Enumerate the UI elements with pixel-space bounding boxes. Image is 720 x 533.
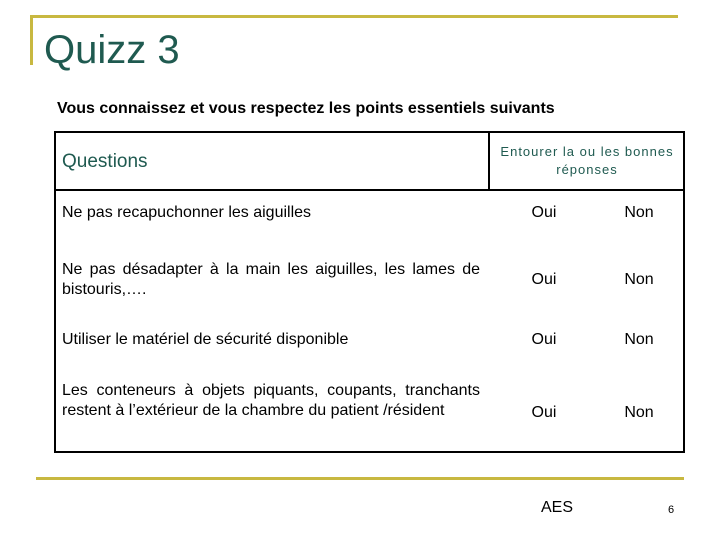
- table-header-row: [56, 133, 683, 191]
- question-text: Utiliser le matériel de sécurité disponible: [62, 331, 349, 348]
- slide-title: Quizz 3: [44, 28, 180, 72]
- answer-non[interactable]: Non: [624, 204, 654, 221]
- page-number: 6: [668, 504, 675, 516]
- answer-oui[interactable]: Oui: [531, 404, 557, 421]
- answer-oui[interactable]: Oui: [531, 204, 557, 221]
- answer-non[interactable]: Non: [624, 271, 654, 288]
- quiz-table: [54, 131, 685, 453]
- answer-oui[interactable]: Oui: [531, 271, 557, 288]
- question-text: Ne pas désadapter à la main les aiguilles, les lames de bistouris,….: [62, 261, 480, 298]
- left-frame-line: [30, 15, 33, 65]
- top-frame-line: [30, 15, 678, 18]
- answer-non[interactable]: Non: [624, 331, 654, 348]
- questions-header: Questions: [62, 151, 148, 172]
- bottom-frame-line: [36, 477, 684, 480]
- question-text: Ne pas recapuchonner les aiguilles: [62, 204, 312, 221]
- header-divider: [488, 133, 490, 189]
- slide-subtitle: Vous connaissez et vous respectez les points essentiels suivants: [57, 100, 555, 117]
- question-text: Les conteneurs à objets piquants, coupants, tranchants restent à l’extérieur de la chambre du patient /résident: [62, 382, 480, 419]
- answer-oui[interactable]: Oui: [531, 331, 557, 348]
- answers-header-instruction: Entourer la ou les bonnes réponses: [500, 144, 674, 177]
- footer-label: AES: [541, 499, 574, 516]
- answer-non[interactable]: Non: [624, 404, 654, 421]
